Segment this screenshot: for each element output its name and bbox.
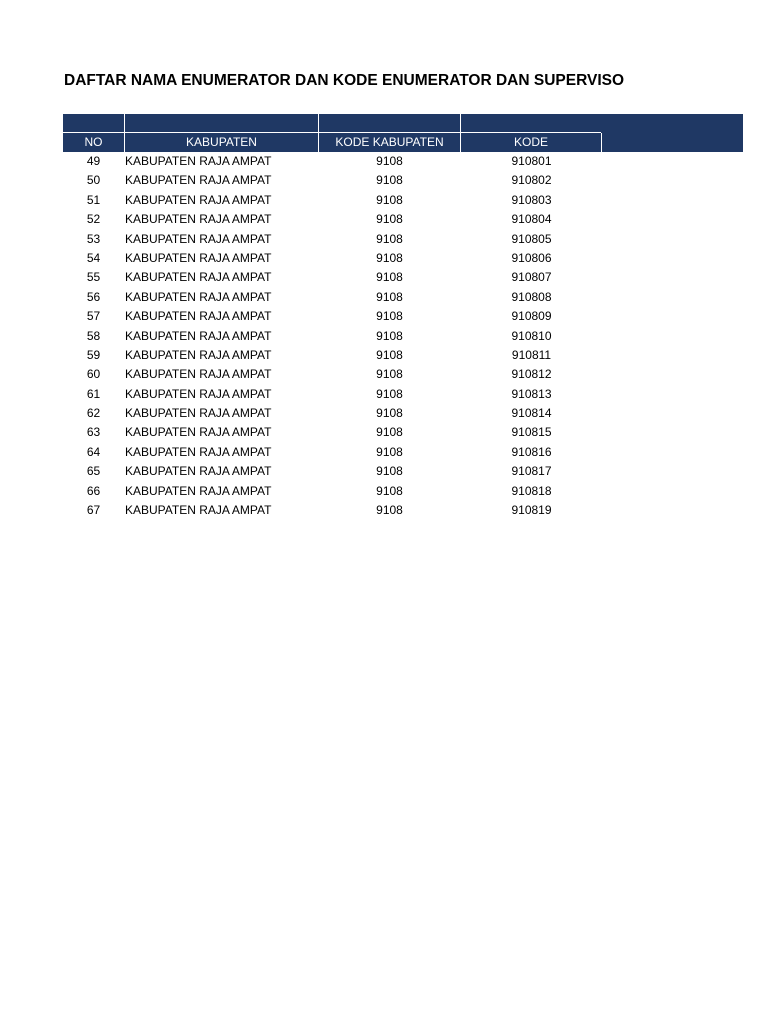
cell-kode-kabupaten: 9108: [376, 309, 403, 324]
cell-kode-kabupaten: 9108: [376, 231, 403, 246]
cell-kode-kabupaten: 9108: [376, 347, 403, 362]
cell-kode-kabupaten: 9108: [376, 483, 403, 498]
cell-kabupaten: KABUPATEN RAJA AMPAT: [125, 231, 272, 246]
cell-kode: 910807: [511, 270, 552, 285]
cell-no: 55: [86, 270, 101, 285]
cell-kode: 910811: [511, 347, 552, 362]
cell-kode: 910818: [511, 483, 552, 498]
table-row: [0, 423, 768, 442]
cell-kode-kabupaten: 9108: [376, 367, 403, 382]
cell-kode: 910809: [511, 309, 552, 324]
table-row: [0, 288, 768, 307]
cell-kabupaten: KABUPATEN RAJA AMPAT: [125, 173, 272, 188]
cell-kabupaten: KABUPATEN RAJA AMPAT: [125, 250, 272, 265]
cell-kabupaten: KABUPATEN RAJA AMPAT: [125, 289, 272, 304]
page-title: DAFTAR NAMA ENUMERATOR DAN KODE ENUMERATOR DAN SUPERVISO: [64, 72, 625, 89]
table-row: [0, 230, 768, 249]
cell-kode: 910816: [511, 444, 552, 459]
column-header-kode: KODE: [513, 135, 548, 149]
cell-kabupaten: KABUPATEN RAJA AMPAT: [125, 367, 272, 382]
cell-no: 67: [86, 503, 101, 518]
table-row: [0, 152, 768, 171]
cell-kode-kabupaten: 9108: [376, 270, 403, 285]
table-row: [0, 443, 768, 462]
table-row: [0, 249, 768, 268]
cell-kode-kabupaten: 9108: [376, 386, 403, 401]
cell-kode-kabupaten: 9108: [376, 250, 403, 265]
cell-kode: 910819: [511, 503, 552, 518]
cell-no: 60: [86, 367, 101, 382]
cell-no: 52: [86, 212, 101, 227]
cell-kode-kabupaten: 9108: [376, 464, 403, 479]
table-row: [0, 268, 768, 287]
cell-kabupaten: KABUPATEN RAJA AMPAT: [125, 270, 272, 285]
table-row: [0, 365, 768, 384]
cell-kabupaten: KABUPATEN RAJA AMPAT: [125, 309, 272, 324]
cell-kode: 910814: [511, 406, 552, 421]
table-row: [0, 171, 768, 190]
cell-kode-kabupaten: 9108: [376, 154, 403, 168]
table-row: [0, 501, 768, 520]
cell-no: 62: [86, 406, 101, 421]
cell-kode-kabupaten: 9108: [376, 289, 403, 304]
table-body: [0, 152, 768, 520]
cell-no: 65: [86, 464, 101, 479]
cell-kode: 910804: [511, 212, 552, 227]
cell-kode-kabupaten: 9108: [376, 212, 403, 227]
cell-no: 59: [86, 347, 101, 362]
table-row: [0, 404, 768, 423]
cell-kabupaten: KABUPATEN RAJA AMPAT: [125, 464, 272, 479]
cell-kabupaten: KABUPATEN RAJA AMPAT: [125, 192, 272, 207]
table-row: [0, 307, 768, 326]
cell-kode: 910803: [511, 192, 552, 207]
cell-kode: 910808: [511, 289, 552, 304]
cell-kode: 910817: [511, 464, 552, 479]
cell-kabupaten: KABUPATEN RAJA AMPAT: [125, 347, 272, 362]
table-row: [0, 191, 768, 210]
cell-kabupaten: KABUPATEN RAJA AMPAT: [125, 154, 272, 168]
cell-kode: 910801: [511, 154, 552, 168]
cell-kode-kabupaten: 9108: [376, 192, 403, 207]
cell-no: 50: [86, 173, 101, 188]
cell-kabupaten: KABUPATEN RAJA AMPAT: [125, 503, 272, 518]
column-header-no: NO: [84, 135, 103, 149]
cell-no: 51: [86, 192, 101, 207]
cell-no: 54: [86, 250, 101, 265]
cell-kode-kabupaten: 9108: [376, 328, 403, 343]
table-row: [0, 327, 768, 346]
cell-kode: 910810: [511, 328, 552, 343]
cell-kode: 910805: [511, 231, 552, 246]
cell-kode: 910802: [511, 173, 552, 188]
column-header-kode-kabupaten: KODE KABUPATEN: [335, 135, 444, 149]
cell-kabupaten: KABUPATEN RAJA AMPAT: [125, 425, 272, 440]
cell-kode-kabupaten: 9108: [376, 173, 403, 188]
cell-kabupaten: KABUPATEN RAJA AMPAT: [125, 386, 272, 401]
cell-no: 56: [86, 289, 101, 304]
table-row: [0, 482, 768, 501]
cell-kode-kabupaten: 9108: [376, 444, 403, 459]
cell-no: 61: [86, 386, 101, 401]
cell-kabupaten: KABUPATEN RAJA AMPAT: [125, 483, 272, 498]
table-row: [0, 462, 768, 481]
cell-no: 49: [86, 154, 101, 168]
cell-no: 58: [86, 328, 101, 343]
cell-kode-kabupaten: 9108: [376, 503, 403, 518]
cell-no: 63: [86, 425, 101, 440]
cell-no: 64: [86, 444, 101, 459]
cell-kode: 910813: [511, 386, 552, 401]
cell-kabupaten: KABUPATEN RAJA AMPAT: [125, 406, 272, 421]
table-row: [0, 346, 768, 365]
table-row: [0, 210, 768, 229]
cell-kode-kabupaten: 9108: [376, 406, 403, 421]
cell-no: 57: [86, 309, 101, 324]
table-row: [0, 385, 768, 404]
cell-kode: 910815: [511, 425, 552, 440]
column-header-kabupaten: KABUPATEN: [186, 135, 257, 149]
cell-kode: 910812: [511, 367, 552, 382]
cell-kode: 910806: [511, 250, 552, 265]
cell-kabupaten: KABUPATEN RAJA AMPAT: [125, 212, 272, 227]
cell-kabupaten: KABUPATEN RAJA AMPAT: [125, 328, 272, 343]
cell-no: 66: [86, 483, 101, 498]
cell-no: 53: [86, 231, 101, 246]
cell-kabupaten: KABUPATEN RAJA AMPAT: [125, 444, 272, 459]
header-divider: [601, 133, 602, 152]
cell-kode-kabupaten: 9108: [376, 425, 403, 440]
